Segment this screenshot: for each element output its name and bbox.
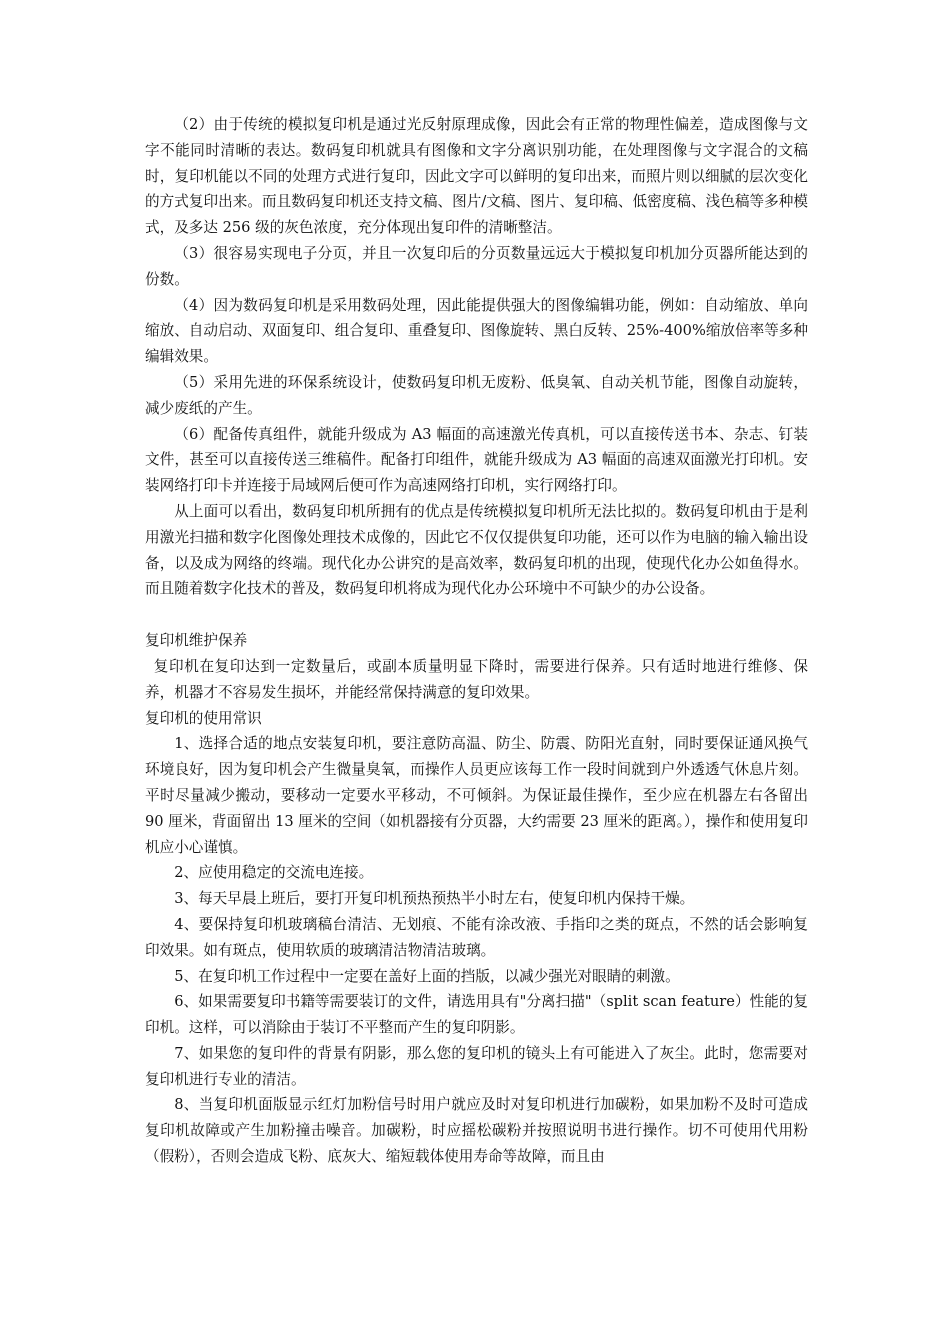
paragraph-feature-4: （4）因为数码复印机是采用数码处理，因此能提供强大的图像编辑功能，例如：自动缩放、单向缩放、自动启动、双面复印、组合复印、重叠复印、图像旋转、黑白反转、25%-400%缩放倍率等多种编辑效果。 [145,296,808,366]
usage-heading: 复印机的使用常识 [145,709,262,727]
usage-item-6: 6、如果需要复印书籍等需要装订的文件，请选用具有"分离扫描"（split scan feature）性能的复印机。这样，可以消除由于装订不平整而产生的复印阴影。 [145,993,808,1037]
paragraph-feature-5: （5）采用先进的环保系统设计，使数码复印机无废粉、低臭氧、自动关机节能，图像自动旋转，减少废纸的产生。 [145,373,808,417]
usage-item-5: 5、在复印机工作过程中一定要在盖好上面的挡版，以减少强光对眼睛的刺激。 [174,967,680,985]
usage-item-7: 7、如果您的复印件的背景有阴影，那么您的复印机的镜头上有可能进入了灰尘。此时，您需要对复印机进行专业的清洁。 [145,1044,808,1088]
paragraph-summary: 从上面可以看出，数码复印机所拥有的优点是传统模拟复印机所无法比拟的。数码复印机由于是利用激光扫描和数字化图像处理技术成像的，因此它不仅仅提供复印功能，还可以作为电脑的输入输出设备，以及成为网络的终端。现代化办公讲究的是高效率，数码复印机的出现，使现代化办公如鱼得水。而且随着数字化技术的普及，数码复印机将成为现代化办公环境中不可缺少的办公设备。 [145,502,808,598]
paragraph-feature-6: （6）配备传真组件，就能升级成为 A3 幅面的高速激光传真机，可以直接传送书本、杂志、钉装文件，甚至可以直接传送三维稿件。配备打印组件，就能升级成为 A3 幅面的高速双面激光打印机。安装网络打印卡并连接于局域网后便可作为高速网络打印机，实行网络打印。 [145,425,808,495]
usage-item-3: 3、每天早晨上班后，要打开复印机预热预热半小时左右，使复印机内保持干燥。 [174,890,695,908]
maintenance-heading: 复印机维护保养 [145,632,248,650]
section-spacer [145,602,808,628]
paragraph-feature-3: （3）很容易实现电子分页，并且一次复印后的分页数量远远大于模拟复印机加分页器所能达到的份数。 [145,244,808,288]
paragraph-feature-2: （2）由于传统的模拟复印机是通过光反射原理成像，因此会有正常的物理性偏差，造成图像与文字不能同时清晰的表达。数码复印机就具有图像和文字分离识别功能，在处理图像与文字混合的文稿时，复印机能以不同的处理方式进行复印，因此文字可以鲜明的复印出来，而照片则以细腻的层次变化的方式复印出来。而且数码复印机还支持文稿、图片/文稿、图片、复印稿、低密度稿、浅色稿等多种模式，及多达 256 级的灰色浓度，充分体现出复印件的清晰整洁。 [145,116,808,237]
usage-item-8: 8、当复印机面版显示红灯加粉信号时用户就应及时对复印机进行加碳粉，如果加粉不及时可造成复印机故障或产生加粉撞击噪音。加碳粉，时应摇松碳粉并按照说明书进行操作。切不可使用代用粉（假粉），否则会造成飞粉、底灰大、缩短载体使用寿命等故障，而且由 [145,1096,808,1166]
maintenance-intro: 复印机在复印达到一定数量后，或副本质量明显下降时，需要进行保养。只有适时地进行维修、保养，机器才不容易发生损坏，并能经常保持满意的复印效果。 [145,657,808,701]
usage-item-4: 4、要保持复印机玻璃稿台清洁、无划痕、不能有涂改液、手指印之类的斑点，不然的话会影响复印效果。如有斑点，使用软质的玻璃清洁物清洁玻璃。 [145,915,808,959]
usage-item-2: 2、应使用稳定的交流电连接。 [174,864,374,882]
usage-item-1: 1、选择合适的地点安装复印机，要注意防高温、防尘、防震、防阳光直射，同时要保证通风换气环境良好，因为复印机会产生微量臭氧，而操作人员更应该每工作一段时间就到户外透透气休息片刻。平时尽量减少搬动，要移动一定要水平移动，不可倾斜。为保证最佳操作，至少应在机器左右各留出 90 厘米，背面留出 13 厘米的空间（如机器接有分页器，大约需要 23 厘米的距离。），操作和使用复印机应小心谨慎。 [145,735,808,856]
document-page [145,112,808,1170]
